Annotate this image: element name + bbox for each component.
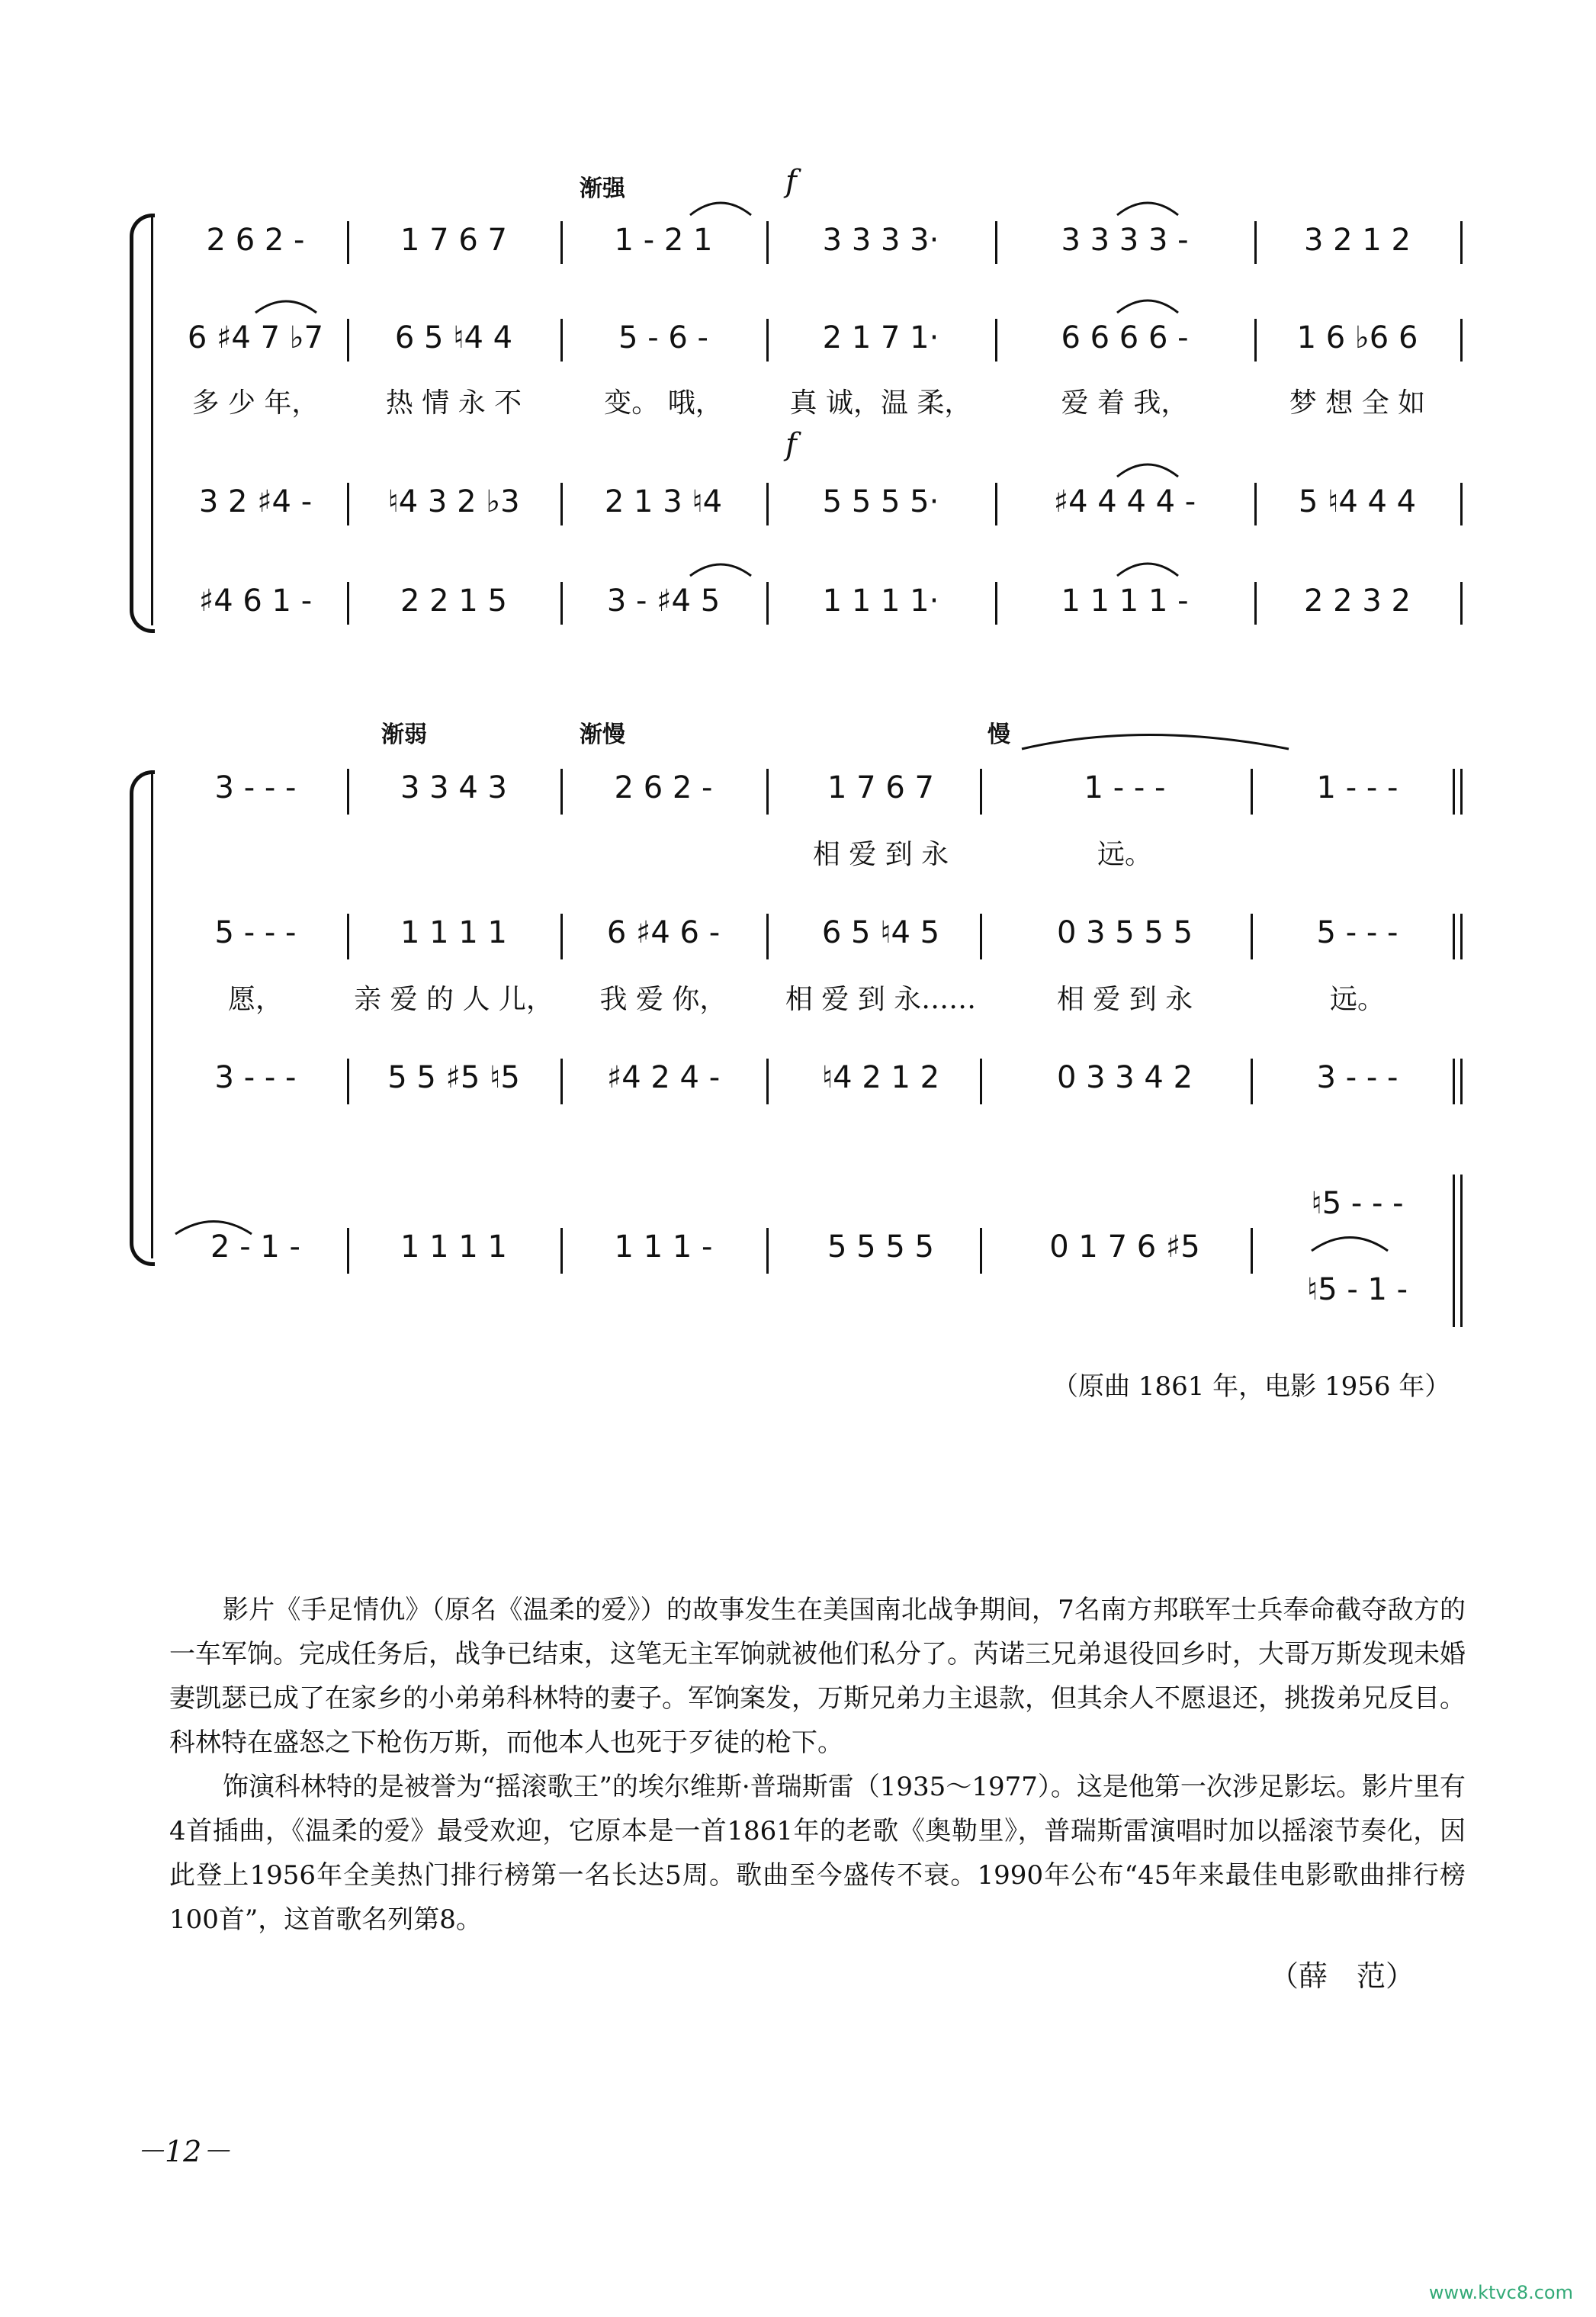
system1-staff4-measure-3: 3 - ♯4 5: [606, 583, 721, 619]
system1-lyric-measure-1: 多 少 年，: [191, 387, 320, 419]
system2-lyric2-measure-2: 亲 爱 的 人 儿，: [354, 984, 554, 1015]
system2-lyric2-measure-3: 我 爱 你，: [599, 984, 727, 1015]
system1-staff1-measure-3: 1 - 2 1: [614, 223, 713, 258]
system1-lyric-measure-3: 变。 哦，: [604, 387, 723, 419]
system2-staff4-measure-4: 5 5 5 5: [827, 1229, 934, 1265]
system1-staff2-measure-4: 2 1 7 1·: [822, 320, 939, 355]
system1-staff3-measure-6: 5 ♮4 4 4: [1298, 484, 1417, 519]
paragraph-1: 影片《手足情仇》（原名《温柔的爱》）的故事发生在美国南北战争期间，7名南方邦联军士兵奉命截夺敌方的一车军饷。完成任务后，战争已结束，这笔无主军饷就被他们私分了。芮诺三兄弟退役回乡时，大哥万斯发现未婚妻凯瑟已成了在家乡的小弟弟科林特的妻子。军饷案发，万斯兄弟力主退款，但其余人不愿退还，挑拨弟兄反目。科林特在盛怒之下枪伤万斯，而他本人也死于歹徒的枪下。: [169, 1595, 1466, 1758]
system2-staff3-measure-4: ♮4 2 1 2: [821, 1060, 940, 1095]
system1-staff1-measure-1: 2 6 2 -: [206, 223, 305, 258]
system2-lyric2-measure-6: 远。: [1329, 984, 1385, 1015]
system1-staff3-measure-2: ♮4 3 2 ♭3: [387, 484, 520, 519]
system1-staff2-measure-2: 6 5 ♮4 4: [394, 320, 513, 355]
system2-staff4-final-lower: ♮5 - 1 -: [1306, 1272, 1408, 1307]
system2-staff3-measure-2: 5 5 ♯5 ♮5: [387, 1060, 520, 1095]
system1-staff2-measure-3: 5 - 6 -: [618, 320, 708, 355]
system2-staff3-measure-6: 3 - - -: [1316, 1060, 1399, 1095]
forte-mark-2: f: [785, 427, 797, 462]
system1-lyric-measure-5: 爱 着 我，: [1061, 387, 1189, 419]
system2-staff4-measure-3: 1 1 1 -: [614, 1229, 713, 1265]
system1-staff1-measure-2: 1 7 6 7: [400, 223, 507, 258]
system2-lyric2-measure-1: 愿，: [227, 984, 283, 1015]
system2-staff1-measure-5: 1 - - -: [1084, 770, 1166, 805]
origin-caption: （原曲 1861 年，电影 1956 年）: [1052, 1371, 1451, 1402]
system1-staff3-measure-4: 5 5 5 5·: [822, 484, 939, 519]
author-signature: （薛 范）: [1270, 1959, 1415, 1993]
system2-lyric1-1: 相 爱 到 永: [812, 839, 949, 870]
article-text: [169, 1588, 1466, 1942]
system1-staff3-measure-3: 2 1 3 ♮4: [604, 484, 723, 519]
system2-lyric1-2: 远。: [1097, 839, 1152, 870]
system2-staff1-measure-2: 3 3 4 3: [400, 770, 507, 805]
system2-staff2-measure-1: 5 - - -: [214, 915, 297, 950]
system2-staff1-measure-4: 1 7 6 7: [827, 770, 934, 805]
system2-staff4-measure-2: 1 1 1 1: [400, 1229, 507, 1265]
system1-staff1-measure-6: 3 2 1 2: [1304, 223, 1411, 258]
paragraph-2: 饰演科林特的是被誉为“摇滚歌王”的埃尔维斯·普瑞斯雷（1935～1977）。这是他第一次涉足影坛。影片里有4首插曲，《温柔的爱》最受欢迎，它原本是一首1861年的老歌《奥勒里》，普瑞斯雷演唱时加以摇滚节奏化，因此登上1956年全美热门排行榜第一名长达5周。歌曲至今盛传不衰。1990年公布“45年来最佳电影歌曲排行榜100首”，这首歌名列第8。: [169, 1772, 1466, 1935]
system2-staff2-measure-5: 0 3 5 5 5: [1056, 915, 1193, 950]
forte-mark-1: f: [785, 164, 797, 199]
system2-staff4-measure-5: 0 1 7 6 ♯5: [1049, 1229, 1200, 1265]
system2-staff2-measure-3: 6 ♯4 6 -: [606, 915, 721, 950]
watermark-url: www.ktvc8.com: [1428, 2282, 1573, 2303]
system1-staff4-measure-1: ♯4 6 1 -: [198, 583, 313, 619]
system1-lyric-measure-4: 真 诚，温 柔，: [789, 387, 972, 419]
ritardando-mark: 渐慢: [580, 721, 625, 748]
system2-staff2-measure-6: 5 - - -: [1316, 915, 1399, 950]
system1-staff2-measure-1: 6 ♯4 7 ♭7: [187, 320, 324, 355]
system2-lyric2-measure-5: 相 爱 到 永: [1056, 984, 1193, 1015]
system2-lyric2-measure-4: 相 爱 到 永……: [785, 984, 977, 1015]
system2-staff4-measure-1: 2 - 1 -: [210, 1229, 300, 1265]
system2-staff2-measure-4: 6 5 ♮4 5: [821, 915, 940, 950]
system2-staff1-measure-6: 1 - - -: [1316, 770, 1399, 805]
diminuendo-mark: 渐弱: [381, 721, 427, 748]
system1-staff1-measure-4: 3 3 3 3·: [822, 223, 939, 258]
system2-staff3-measure-5: 0 3 3 4 2: [1056, 1060, 1193, 1095]
system2-staff2-measure-2: 1 1 1 1: [400, 915, 507, 950]
system1-staff1-measure-5: 3 3 3 3 -: [1061, 223, 1189, 258]
system1-lyric-measure-6: 梦 想 全 如: [1289, 387, 1426, 419]
system1-staff3-measure-5: ♯4 4 4 4 -: [1053, 484, 1196, 519]
system2-staff1-measure-1: 3 - - -: [214, 770, 297, 805]
crescendo-mark: 渐强: [580, 175, 625, 202]
system2-staff3-measure-3: ♯4 2 4 -: [606, 1060, 721, 1095]
system2-staff3-measure-1: 3 - - -: [214, 1060, 297, 1095]
system2-staff1-measure-3: 2 6 2 -: [614, 770, 713, 805]
system1-staff4-measure-6: 2 2 3 2: [1304, 583, 1411, 619]
system2-staff4-final-upper: ♮5 - - -: [1311, 1186, 1404, 1221]
system1-staff2-measure-5: 6 6 6 6 -: [1061, 320, 1189, 355]
system1-lyric-measure-2: 热 情 永 不: [385, 387, 522, 419]
page-number: －12－: [136, 2135, 231, 2168]
system1-staff4-measure-2: 2 2 1 5: [400, 583, 507, 619]
system1-staff3-measure-1: 3 2 ♯4 -: [198, 484, 313, 519]
slow-mark: 慢: [987, 721, 1010, 748]
system1-staff2-measure-6: 1 6 ♭6 6: [1296, 320, 1418, 355]
system1-staff4-measure-4: 1 1 1 1·: [822, 583, 939, 619]
system1-staff4-measure-5: 1 1 1 1 -: [1061, 583, 1189, 619]
